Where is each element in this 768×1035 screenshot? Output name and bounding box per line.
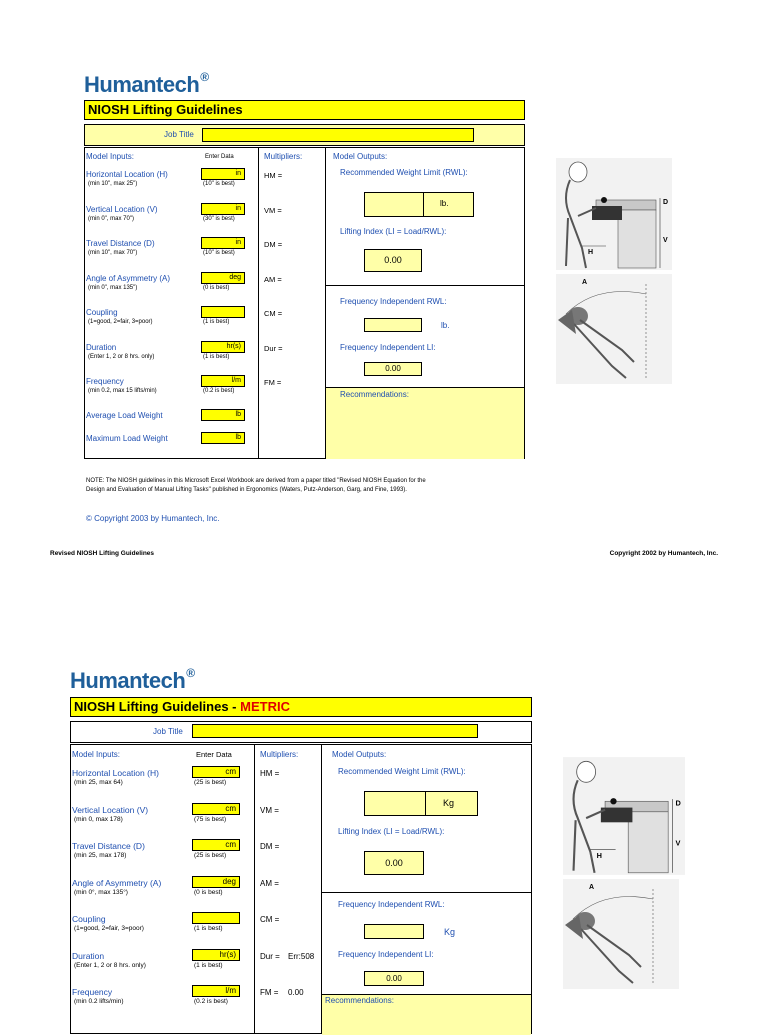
metric-recommendations-label: Recommendations: [325,996,394,1005]
lifting-index-output [364,249,422,272]
metric-fi-rwl-output [364,924,424,939]
input-field[interactable] [201,203,245,215]
metric-input-unit: cm [225,840,236,849]
lifting-index-label: Lifting Index (LI = Load/RWL): [340,227,447,236]
logo-text-metric: Humantech [70,668,186,693]
metric-fi-li-label: Frequency Independent LI: [338,950,434,959]
multiplier-label: DM = [264,240,283,249]
metric-input-label: Frequency [72,987,113,997]
logo-text: Humantech [84,72,200,97]
metric-lifting-index-output [364,851,424,875]
metric-title-bar [70,697,532,717]
multiplier-label: VM = [264,205,282,215]
input-label: Duration [86,342,117,352]
metric-fi-rwl-label: Frequency Independent RWL: [338,900,445,909]
model-outputs-heading: Model Outputs: [333,152,388,161]
input-best: (10" is best) [203,250,235,256]
metric-lifting-posture-figure [563,757,685,875]
metric-model-outputs-heading: Model Outputs: [332,750,387,759]
metric-fi-rwl-unit: Kg [444,927,456,937]
metric-lifting-index-label: Lifting Index (LI = Load/RWL): [338,827,445,836]
metric-multiplier-label: HM = [260,769,280,778]
metric-multiplier-value: Err:508 [288,951,315,961]
metric-input-label: Vertical Location (V) [72,804,149,815]
distance-d-label: D [663,199,669,206]
metric-input-field[interactable] [192,985,240,997]
metric-input-best: (1 is best) [194,925,223,932]
metric-multiplier-label: FM = [260,988,279,997]
fi-li-output [364,362,422,376]
input-label: Coupling [86,308,118,317]
rwl-unit: lb. [440,199,449,208]
lifting-index-value: 0.00 [384,255,402,265]
model-inputs-heading: Model Inputs: [86,152,135,161]
metric-fi-li-value: 0.00 [386,974,402,983]
metric-multiplier-label: Dur = [260,951,280,961]
metric-angle-a-label: A [589,884,595,891]
metric-title-highlight: METRIC [240,699,290,714]
metric-input-field[interactable] [192,949,240,961]
metric-input-hint: (min 25, max 64) [74,779,123,786]
metric-input-hint: (min 0.2 lifts/min) [74,998,124,1005]
multiplier-label: AM = [264,274,282,284]
input-hint: (min 10", max 70") [88,250,138,256]
metric-input-field[interactable] [192,803,240,815]
input-unit: l/m [231,377,241,384]
metric-input-label: Horizontal Location (H) [72,768,159,778]
fi-li-label: Frequency Independent LI: [340,343,436,352]
metric-multiplier-label: CM = [260,915,280,924]
input-hint: (min 0", max 70") [88,215,134,222]
note-line-1: NOTE: The NIOSH guidelines in this Microsoft Excel Workbook are derived from a paper titled "Revised NIOSH Equation for the [86,478,426,484]
metric-input-label: Coupling [72,914,106,924]
input-label: Angle of Asymmetry (A) [86,273,171,283]
input-best: (10" is best) [203,181,235,187]
fi-rwl-label: Frequency Independent RWL: [340,297,447,306]
metric-input-label: Duration [72,950,105,961]
job-title-input[interactable] [202,128,474,142]
metric-input-unit: hr(s) [219,949,236,959]
multiplier-label: Dur = [264,343,283,353]
input-unit: hr(s) [226,342,241,350]
horizontal-h-label: H [588,249,594,256]
input-hint: (min 0.2, max 15 lifts/min) [88,388,157,394]
copyright-notice: © Copyright 2003 by Humantech, Inc. [86,514,220,523]
input-field[interactable] [201,375,245,387]
sheet-title-bar [84,100,525,120]
metric-input-field[interactable] [192,912,240,924]
rwl-output [364,192,474,217]
input-field[interactable] [201,341,245,353]
input-best: (0.2 is best) [203,388,235,394]
metric-multiplier-label: AM = [260,878,279,888]
input-hint: (min 0", max 135") [88,284,138,291]
input-unit: deg [229,273,241,281]
metric-input-hint: (Enter 1, 2 or 8 hrs. only) [74,961,146,969]
input-label: Horizontal Location (H) [86,170,168,179]
humantech-logo [84,72,209,98]
metric-input-hint: (min 25, max 178) [74,852,127,859]
metric-input-hint: (1=good, 2=fair, 3=poor) [74,925,144,932]
metric-title: NIOSH Lifting Guidelines - [74,699,241,714]
lifting-posture-figure [556,158,672,270]
sheet-title: NIOSH Lifting Guidelines [88,102,243,117]
input-hint: (Enter 1, 2 or 8 hrs. only) [88,353,155,360]
note-line-2: Design and Evaluation of Manual Lifting Tasks" published in Ergonomics (Waters, Putz-Anderson, Garg, and Fine, 1993). [86,487,407,493]
metric-input-hint: (min 0°, max 135°) [74,888,128,896]
recommendations-label: Recommendations: [340,390,409,399]
input-best: (1 is best) [203,353,230,360]
multiplier-label: FM = [264,378,282,387]
average-load-input[interactable] [201,409,245,421]
metric-vertical-v-label: V [675,838,681,848]
metric-distance-d-label: D [675,798,681,808]
metric-job-title-label: Job Title [153,727,183,736]
fi-rwl-unit: lb. [441,321,450,330]
metric-rwl-unit: Kg [443,798,455,808]
average-load-label: Average Load Weight [86,411,163,420]
footer-right: Copyright 2002 by Humantech, Inc. [609,550,718,557]
metric-multiplier-label: DM = [260,842,280,851]
input-unit: in [235,204,241,212]
input-label: Vertical Location (V) [86,204,158,214]
input-field[interactable] [201,306,245,318]
metric-rwl-label: Recommended Weight Limit (RWL): [338,767,466,776]
average-load-unit: lb [235,411,241,418]
input-hint: (min 10", max 25") [88,181,138,187]
footer-left: Revised NIOSH Lifting Guidelines [50,550,155,557]
metric-input-best: (0 is best) [194,888,223,896]
metric-model-inputs-heading: Model Inputs: [72,750,121,759]
input-field[interactable] [201,272,245,284]
registered-mark: ® [200,70,209,84]
metric-horizontal-h-label: H [596,851,602,861]
input-hint: (1=good, 2=fair, 3=poor) [88,319,153,325]
metric-input-unit: cm [225,803,236,813]
humantech-logo-metric [70,668,195,694]
metric-input-best: (25 is best) [194,779,227,786]
metric-multipliers-heading: Multipliers: [260,750,299,759]
fi-li-value: 0.00 [385,364,401,373]
multiplier-label: HM = [264,171,283,180]
input-best: (1 is best) [203,319,230,325]
maximum-load-unit: lb [235,434,241,441]
input-unit: in [235,239,241,246]
metric-input-unit: deg [222,876,236,886]
metric-input-hint: (min 0, max 178) [74,815,123,823]
input-field[interactable] [201,168,245,180]
metric-enter-data-heading: Enter Data [196,750,232,759]
metric-lifting-index-value: 0.00 [385,858,403,868]
input-label: Travel Distance (D) [86,239,155,248]
metric-input-best: (1 is best) [194,961,223,969]
metric-asymmetry-angle-figure [563,879,679,989]
metric-fi-li-output [364,971,424,986]
metric-multiplier-label: VM = [260,805,279,815]
metric-input-label: Travel Distance (D) [72,841,145,851]
metric-multiplier-value: 0.00 [288,988,304,997]
metric-input-field[interactable] [192,839,240,851]
metric-input-field[interactable] [192,876,240,888]
metric-input-unit: cm [225,767,236,776]
metric-input-field[interactable] [192,766,240,778]
input-label: Frequency [86,377,124,386]
metric-input-best: (75 is best) [194,815,227,823]
vertical-v-label: V [663,237,668,244]
metric-input-best: (25 is best) [194,852,227,859]
rwl-label: Recommended Weight Limit (RWL): [340,168,468,177]
fi-rwl-output [364,318,422,332]
job-title-label: Job Title [164,130,194,139]
metric-input-label: Angle of Asymmetry (A) [72,877,162,888]
input-unit: in [235,170,241,177]
registered-mark-metric: ® [186,666,195,680]
asymmetry-angle-figure [556,274,672,384]
metric-input-best: (0.2 is best) [194,998,228,1005]
input-field[interactable] [201,237,245,249]
metric-job-title-input[interactable] [192,724,478,738]
input-best: (30" is best) [203,215,235,222]
angle-a-label: A [582,279,588,286]
multiplier-label: CM = [264,309,283,318]
maximum-load-label: Maximum Load Weight [86,434,168,443]
metric-input-unit: l/m [225,986,236,995]
maximum-load-input[interactable] [201,432,245,444]
metric-rwl-output [364,791,478,816]
multipliers-heading: Multipliers: [264,152,303,161]
enter-data-heading: Enter Data [205,154,234,160]
input-best: (0 is best) [203,284,230,291]
